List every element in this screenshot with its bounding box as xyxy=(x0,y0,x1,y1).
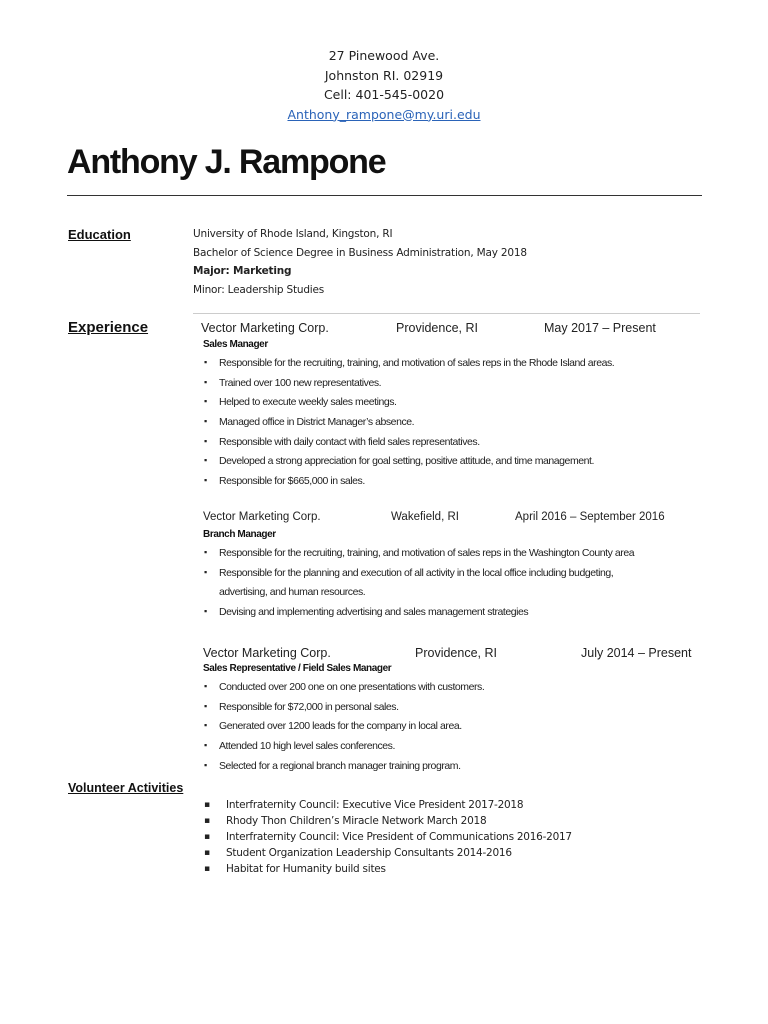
job-bullets xyxy=(219,547,634,626)
job-bullets xyxy=(219,681,484,779)
list-item: ▪ Responsible for $665,000 in sales. xyxy=(219,475,614,495)
job-role: Sales Manager xyxy=(203,339,268,350)
education-school: University of Rhode Island, Kingston, RI xyxy=(193,228,393,240)
list-item: ▪ Interfraternity Council: Vice President of Communications 2016-2017 xyxy=(226,829,572,845)
list-item: ▪ Responsible for the recruiting, training, and motivation of sales reps in the Washington County area xyxy=(219,547,634,567)
contact-street: 27 Pinewood Ave. xyxy=(328,48,440,63)
list-item: ▪ Managed office in District Manager’s absence. xyxy=(219,416,614,436)
education-major: Major: Marketing xyxy=(193,265,292,277)
contact-cell: Cell: 401-545-0020 xyxy=(323,87,445,102)
job-company: Vector Marketing Corp. xyxy=(203,646,331,660)
list-item: ▪ Habitat for Humanity build sites xyxy=(226,861,572,877)
education-degree: Bachelor of Science Degree in Business Administration, May 2018 xyxy=(193,247,527,259)
job-company: Vector Marketing Corp. xyxy=(201,321,329,335)
list-item: ▪ Responsible for $72,000 in personal sales. xyxy=(219,701,484,721)
resume-name: Anthony J. Rampone xyxy=(67,143,386,181)
job-company: Vector Marketing Corp. xyxy=(203,511,321,523)
list-item: ▪ Trained over 100 new representatives. xyxy=(219,377,614,397)
list-item: ▪ Rhody Thon Children’s Miracle Network March 2018 xyxy=(226,813,572,829)
list-item: ▪ Interfraternity Council: Executive Vice President 2017-2018 xyxy=(226,797,572,813)
list-item: ▪ Helped to execute weekly sales meetings. xyxy=(219,396,614,416)
list-item: ▪ Developed a strong appreciation for goal setting, positive attitude, and time management. xyxy=(219,455,614,475)
list-item: advertising, and human resources. xyxy=(219,586,366,598)
education-divider xyxy=(193,313,700,314)
list-item: ▪ Generated over 1200 leads for the company in local area. xyxy=(219,720,484,740)
list-item: ▪ Responsible for the recruiting, training, and motivation of sales reps in the Rhode Island areas. xyxy=(219,357,614,377)
contact-city: Johnston RI. 02919 xyxy=(324,67,444,83)
job-bullets xyxy=(219,357,614,495)
list-item: ▪ Student Organization Leadership Consultants 2014-2016 xyxy=(226,845,572,861)
contact-block xyxy=(0,46,768,124)
volunteer-list xyxy=(226,797,572,877)
list-item: ▪ Conducted over 200 one on one presentations with customers. xyxy=(219,681,484,701)
job-header xyxy=(0,646,768,662)
list-item: ▪ Responsible with daily contact with field sales representatives. xyxy=(219,436,614,456)
education-minor: Minor: Leadership Studies xyxy=(193,284,325,296)
job-dates: April 2016 – September 2016 xyxy=(515,511,665,523)
job-dates: July 2014 – Present xyxy=(581,646,692,660)
list-item: ▪ Responsible for the planning and execution of all activity in the local office including budgeting, xyxy=(219,567,634,586)
job-header xyxy=(0,321,768,337)
list-item: ▪ Selected for a regional branch manager training program. xyxy=(219,760,484,780)
list-item: ▪ Devising and implementing advertising and sales management strategies xyxy=(219,606,634,626)
job-role: Branch Manager xyxy=(203,529,276,540)
job-location: Providence, RI xyxy=(396,321,478,335)
education-heading: Education xyxy=(68,227,131,242)
job-header xyxy=(0,511,768,527)
experience-heading: Experience xyxy=(68,319,149,336)
job-dates: May 2017 – Present xyxy=(544,321,656,335)
volunteer-heading: Volunteer Activities xyxy=(68,781,184,795)
job-role: Sales Representative / Field Sales Manager xyxy=(203,663,392,674)
job-location: Providence, RI xyxy=(415,646,497,660)
list-item: ▪ Attended 10 high level sales conferences. xyxy=(219,740,484,760)
contact-email-link[interactable]: Anthony_rampone@my.uri.edu xyxy=(287,106,481,122)
job-location: Wakefield, RI xyxy=(391,511,459,523)
name-divider xyxy=(67,195,702,196)
